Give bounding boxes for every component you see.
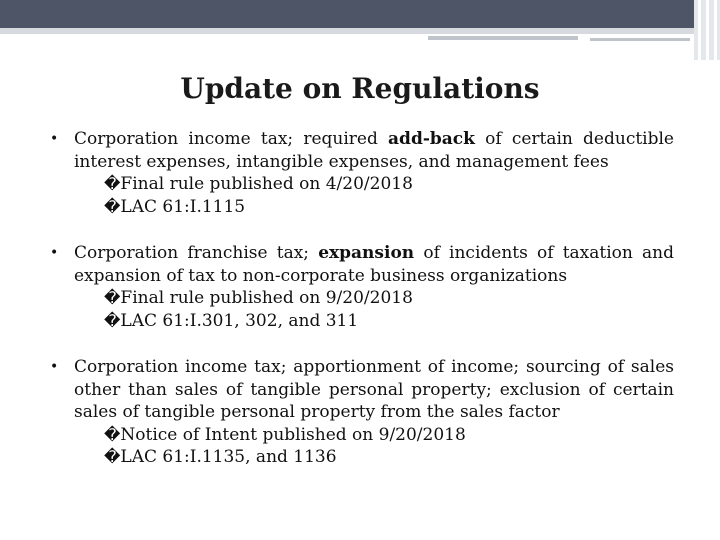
replacement-char-icon: � [104, 310, 121, 330]
bullet-item [50, 356, 674, 469]
sub-item: �LAC 61:I.1135, and 1136 [104, 447, 337, 467]
corner-stripe [714, 0, 717, 60]
slide-header-shadow [0, 28, 720, 34]
bullet-dot-icon: • [50, 245, 59, 261]
bullet-item [50, 128, 674, 218]
bullet-dot-icon: • [50, 131, 59, 147]
bullet-text: Corporation franchise tax; expansion of incidents of taxation and expansion of tax to non-corporate business organizations [74, 243, 674, 286]
replacement-char-icon: � [104, 196, 121, 216]
sub-item: �Notice of Intent published on 9/20/2018 [104, 424, 466, 445]
slide-content [50, 128, 674, 493]
replacement-char-icon: � [104, 424, 121, 444]
decorative-accent-line [428, 36, 578, 40]
replacement-char-icon: � [104, 447, 121, 466]
sub-item: �LAC 61:I.301, 302, and 311 [104, 310, 359, 331]
corner-stripe [698, 0, 701, 60]
slide-title: Update on Regulations [180, 72, 540, 105]
sub-item: �LAC 61:I.1115 [104, 196, 246, 217]
decorative-accent-line [590, 38, 690, 41]
sub-item: �Final rule published on 4/20/2018 [104, 174, 413, 194]
bullet-dot-icon: • [50, 359, 59, 375]
bullet-text: Corporation income tax; required add-back of certain deductible interest expenses, intangible expenses, and management fees [74, 129, 674, 172]
replacement-char-icon: � [104, 288, 121, 307]
corner-stripe [706, 0, 709, 60]
sub-item: �Final rule published on 9/20/2018 [104, 288, 413, 308]
decorative-corner-block [694, 0, 720, 60]
bullet-item [50, 242, 674, 332]
bullet-text: Corporation income tax; apportionment of income; sourcing of sales other than sales of tangible personal property; exclusion of certain sales of tangible personal property from the sales factor [74, 357, 674, 422]
slide-header-bar [0, 0, 720, 28]
replacement-char-icon: � [104, 174, 121, 193]
